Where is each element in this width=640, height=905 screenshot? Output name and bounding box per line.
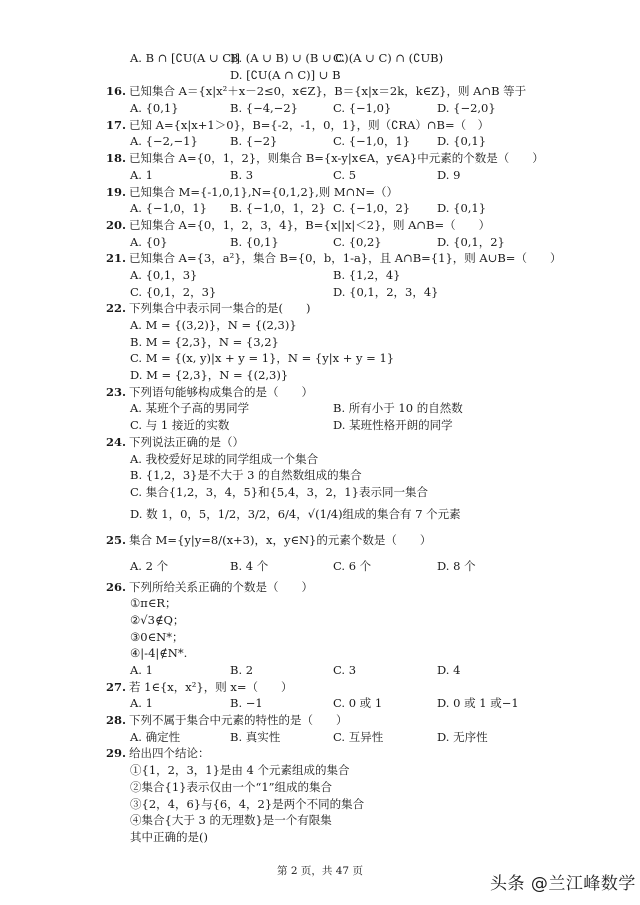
answer-option: C. (A ∪ C) ∩ (∁UB) (333, 51, 444, 65)
text-line (0, 417, 640, 434)
question-stem: 已知 A={x|x+1＞0}，B={-2，-1，0，1}，则（∁RA）∩B=（ ） (129, 117, 490, 132)
text-line (0, 67, 640, 84)
text-line (0, 595, 640, 612)
text-line (0, 762, 640, 779)
text-line (0, 50, 640, 67)
statement-item: ②集合{1}表示仅由一个“1”组成的集合 (130, 779, 333, 794)
text-line (0, 334, 640, 351)
answer-option: C. {−1,0，1} (333, 134, 411, 149)
text-line (0, 150, 640, 167)
answer-option: C. {−1,0} (333, 101, 392, 116)
answer-option: D. {0,1} (437, 201, 487, 216)
answer-option: D. [∁U(A ∩ C)] ∪ B (230, 67, 341, 82)
question-stem: 已知集合 M={-1,0,1},N={0,1,2},则 M∩N=（） (129, 184, 399, 199)
answer-option: B. 真实性 (230, 729, 281, 744)
text-line (0, 267, 640, 284)
answer-option: C. {0,2} (333, 234, 382, 249)
text-line (0, 645, 640, 662)
question-stem: 已知集合 A={0，1，2}，则集合 B={x-y|x∈A，y∈A}中元素的个数是（ ） (129, 151, 544, 166)
answer-option: A. {0} (130, 234, 168, 249)
text-line (0, 679, 640, 696)
answer-option: B. {−4,−2} (230, 101, 298, 116)
answer-option: A. 我校爱好足球的同学组成一个集合 (130, 451, 319, 466)
question-number: 17. (106, 117, 127, 132)
statement-item: 其中正确的是() (130, 829, 208, 844)
text-line (0, 579, 640, 596)
question-number: 18. (106, 151, 127, 166)
text-line (0, 812, 640, 829)
question-stem: 下列所给关系正确的个数是（ ） (129, 579, 313, 594)
question-number: 16. (106, 84, 127, 99)
answer-option: A. B ∩ [∁U(A ∪ C)] (130, 51, 241, 65)
answer-option: D. {0,1，2} (437, 234, 505, 249)
answer-option: D. 8 个 (437, 558, 476, 573)
question-stem: 下列集合中表示同一集合的是( ) (129, 301, 311, 316)
text-line (0, 367, 640, 384)
watermark: 头条 @兰江峰数学 (490, 874, 636, 894)
answer-option: C. 0 或 1 (333, 696, 383, 711)
exam-page (0, 50, 640, 846)
answer-option: D. {−2,0} (437, 101, 496, 116)
text-line (0, 467, 640, 484)
text-line (0, 100, 640, 117)
answer-option: C. 3 (333, 663, 357, 677)
answer-option: A. 2 个 (130, 558, 169, 573)
question-stem: 集合 M={y|y=8/(x+3)，x，y∈N}的元素个数是（ ） (129, 532, 432, 547)
question-stem: 下列不属于集合中元素的特性的是（ ） (129, 713, 348, 728)
text-line (0, 629, 640, 646)
answer-option: B. {0,1} (230, 234, 279, 249)
answer-option: A. 1 (130, 696, 153, 711)
answer-option: C. 5 (333, 167, 357, 182)
answer-option: B. 4 个 (230, 558, 269, 573)
answer-option: D. 9 (437, 167, 461, 182)
text-line (0, 234, 640, 251)
text-line (0, 317, 640, 334)
answer-option: C. 6 个 (333, 558, 372, 573)
text-line (0, 829, 640, 846)
question-number: 21. (106, 251, 127, 266)
question-stem: 给出四个结论： (129, 746, 210, 761)
question-number: 25. (106, 532, 127, 547)
text-line (0, 83, 640, 100)
statement-item: ①{1，2，3，1}是由 4 个元素组成的集合 (130, 763, 350, 778)
text-line (0, 745, 640, 762)
text-line (0, 167, 640, 184)
text-line (0, 612, 640, 629)
answer-option: D. M = {2,3}，N = {(2,3)} (130, 368, 289, 383)
text-line (0, 712, 640, 729)
text-line (0, 250, 640, 267)
statement-item: ③0∈N*； (130, 629, 184, 644)
answer-option: D. 数 1，0，5，1/2，3/2，6/4，√(1/4)组成的集合有 7 个元素 (130, 506, 461, 521)
statement-item: ④集合{大于 3 的无理数}是一个有限集 (130, 813, 332, 828)
answer-option: B. M = {2,3}，N = {3,2} (130, 334, 279, 349)
answer-option: A. {0,1} (130, 101, 179, 116)
answer-option: A. 某班个子高的男同学 (130, 401, 250, 416)
answer-option: C. 集合{1,2，3，4，5}和{5,4，3，2，1}表示同一集合 (130, 484, 428, 499)
statement-item: ③{2，4，6}与{6，4，2}是两个不同的集合 (130, 796, 365, 811)
question-number: 28. (106, 713, 127, 728)
answer-option: A. {−2,−1} (130, 134, 198, 149)
text-line (0, 553, 640, 579)
text-line (0, 695, 640, 712)
answer-option: B. {1,2，4} (333, 267, 401, 282)
text-line (0, 451, 640, 468)
question-number: 26. (106, 579, 127, 594)
text-line (0, 200, 640, 217)
answer-option: C. {−1,0，2} (333, 201, 411, 216)
question-number: 19. (106, 184, 127, 199)
answer-option: D. {0,1，2，3，4} (333, 284, 439, 299)
answer-option: A. {−1,0，1} (130, 201, 207, 216)
text-line (0, 501, 640, 527)
answer-option: D. 4 (437, 663, 461, 677)
question-stem: 已知集合 A={0，1，2，3，4}，B={x||x|＜2}，则 A∩B=（ ） (129, 217, 491, 232)
answer-option: A. 确定性 (130, 729, 181, 744)
answer-option: A. {0,1，3} (130, 267, 198, 282)
answer-option: A. 1 (130, 167, 153, 182)
answer-option: D. 无序性 (437, 729, 488, 744)
statement-item: ①π∈R； (130, 596, 177, 611)
question-stem: 已知集合 A＝{x|x²＋x－2≤0，x∈Z}，B＝{x|x＝2k，k∈Z}，则 A∩B 等于 (129, 84, 527, 99)
text-line (0, 796, 640, 813)
text-line (0, 284, 640, 301)
answer-option: B. {−2} (230, 134, 278, 149)
answer-option: B. 3 (230, 167, 254, 182)
answer-option: B. {−1,0，1，2} (230, 201, 326, 216)
question-stem: 下列说法正确的是（） (129, 434, 244, 449)
statement-item: ②√3∉Q； (130, 612, 185, 627)
question-number: 29. (106, 746, 127, 761)
answer-option: D. {0,1} (437, 134, 487, 149)
answer-option: D. 0 或 1 或−1 (437, 696, 519, 711)
text-line (0, 300, 640, 317)
text-line (0, 434, 640, 451)
answer-option: C. M = {(x, y)|x + y = 1}，N = {y|x + y = 1} (130, 351, 395, 366)
question-number: 20. (106, 217, 127, 232)
answer-option: B. {1,2，3}是不大于 3 的自然数组成的集合 (130, 468, 362, 483)
answer-option: B. −1 (230, 696, 263, 711)
question-number: 24. (106, 434, 127, 449)
text-line (0, 350, 640, 367)
answer-option: D. 某班性格开朗的同学 (333, 418, 453, 433)
text-line (0, 484, 640, 501)
answer-option: C. 与 1 接近的实数 (130, 418, 230, 433)
statement-item: ④|-4|∉N*. (130, 646, 188, 661)
question-number: 27. (106, 679, 127, 694)
answer-option: C. 互异性 (333, 729, 384, 744)
text-line (0, 400, 640, 417)
answer-option: B. 2 (230, 663, 254, 677)
question-stem: 若 1∈{x，x²}，则 x=（ ） (129, 679, 293, 694)
text-line (0, 662, 640, 679)
question-stem: 已知集合 A={3，a²}，集合 B={0，b，1-a}，且 A∩B={1}，则 A∪B=（ ） (129, 251, 562, 266)
text-line (0, 729, 640, 746)
answer-option: B. (A ∪ B) ∪ (B ∪ C) (230, 51, 349, 65)
question-number: 23. (106, 384, 127, 399)
answer-option: A. M = {(3,2)}，N = {(2,3)} (130, 318, 297, 332)
text-line (0, 133, 640, 150)
text-line (0, 527, 640, 553)
text-line (0, 184, 640, 201)
question-stem: 下列语句能够构成集合的是（ ） (129, 384, 313, 399)
answer-option: B. 所有小于 10 的自然数 (333, 401, 463, 416)
answer-option: C. {0,1，2，3} (130, 284, 217, 299)
text-line (0, 217, 640, 234)
text-line (0, 779, 640, 796)
question-number: 22. (106, 301, 127, 316)
text-line (0, 384, 640, 401)
answer-option: A. 1 (130, 663, 153, 677)
page-footer: 第 2 页，共 47 页 (277, 865, 363, 877)
text-line (0, 117, 640, 134)
